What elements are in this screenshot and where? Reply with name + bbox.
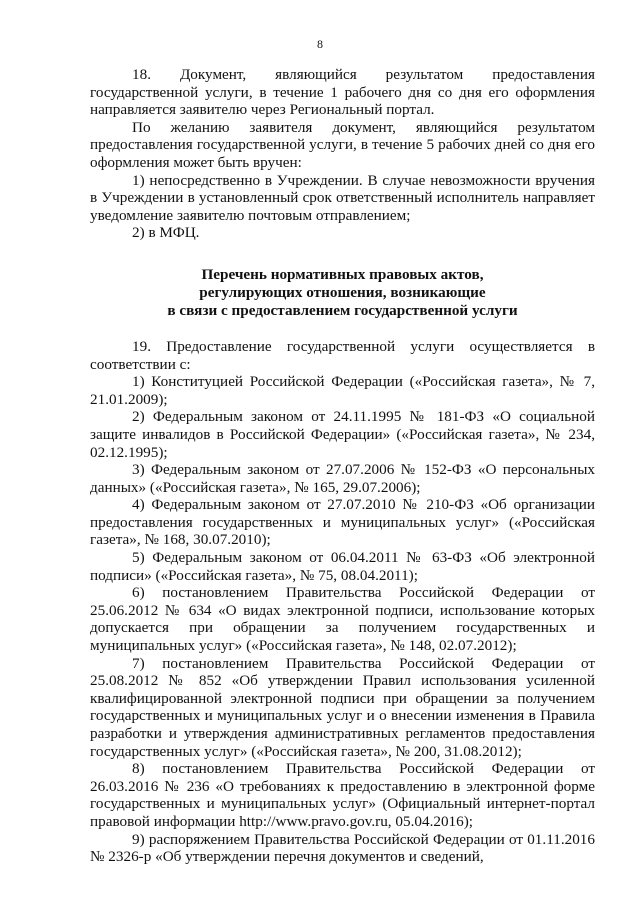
legal-act-2: 2) Федеральным законом от 24.11.1995 № 181-ФЗ «О социальной защите инвалидов в Российской Федерации» («Российская газета», № 234, 02.12.1995); (90, 408, 595, 461)
legal-act-8: 8) постановлением Правительства Российской Федерации от 26.03.2016 № 236 «О требованиях к предоставлению в электронной форме государственных и муниципальных услуг» (Официальный интернет-портал правовой информации http://www.pravo.gov.ru, 05.04.2016); (90, 760, 595, 830)
paragraph-19: 19. Предоставление государственной услуги осуществляется в соответствии с: (90, 337, 595, 373)
heading-line-3: в связи с предоставлением государственной услуги (167, 301, 518, 319)
legal-act-7: 7) постановлением Правительства Российской Федерации от 25.08.2012 № 852 «Об утверждении Правил использования усиленной квалифицированной электронной подписи при обращении за получением государственных и муниципальных услуг и о внесении изменения в Правила разработки и утверждения административных регламентов предоставления государственных услуг» («Российская газета», № 200, 31.08.2012); (90, 654, 595, 760)
paragraph-option-1: 1) непосредственно в Учреждении. В случае невозможности вручения в Учреждении в установленный срок ответственный исполнитель направляет уведомление заявителю почтовым отправлением; (90, 171, 595, 224)
legal-act-4: 4) Федеральным законом от 27.07.2010 № 210-ФЗ «Об организации предоставления государственных и муниципальных услуг» («Российская газета», № 168, 30.07.2010); (90, 496, 595, 549)
heading-line-1: Перечень нормативных правовых актов, (201, 265, 484, 283)
paragraph-delivery-options: По желанию заявителя документ, являющийся результатом предоставления государственной услуги, в течение 5 рабочих дней со дня его оформления может быть вручен: (90, 118, 595, 171)
heading-line-2: регулирующих отношения, возникающие (199, 283, 486, 301)
legal-act-9: 9) распоряжением Правительства Российской Федерации от 01.11.2016 № 2326-р «Об утверждении перечня документов и сведений, (90, 830, 595, 866)
document-body (90, 66, 595, 866)
page-number: 8 (317, 37, 323, 51)
legal-act-1: 1) Конституцией Российской Федерации («Российская газета», № 7, 21.01.2009); (90, 373, 595, 408)
legal-act-3: 3) Федеральным законом от 27.07.2006 № 152-ФЗ «О персональных данных» («Российская газета», № 165, 29.07.2006); (90, 461, 595, 496)
legal-act-5: 5) Федеральным законом от 06.04.2011 № 63-ФЗ «Об электронной подписи» («Российская газета», № 75, 08.04.2011); (90, 549, 595, 584)
section-heading (90, 266, 595, 320)
paragraph-option-2: 2) в МФЦ. (132, 224, 200, 242)
legal-act-6: 6) постановлением Правительства Российской Федерации от 25.06.2012 № 634 «О видах электронной подписи, использование которых допускается при обращении за получением государственных и муниципальных услуг» («Российская газета», № 148, 02.07.2012); (90, 584, 595, 655)
paragraph-18: 18. Документ, являющийся результатом предоставления государственной услуги, в течение 1 рабочего дня со дня его оформления направляется заявителю через Региональный портал. (90, 66, 595, 119)
